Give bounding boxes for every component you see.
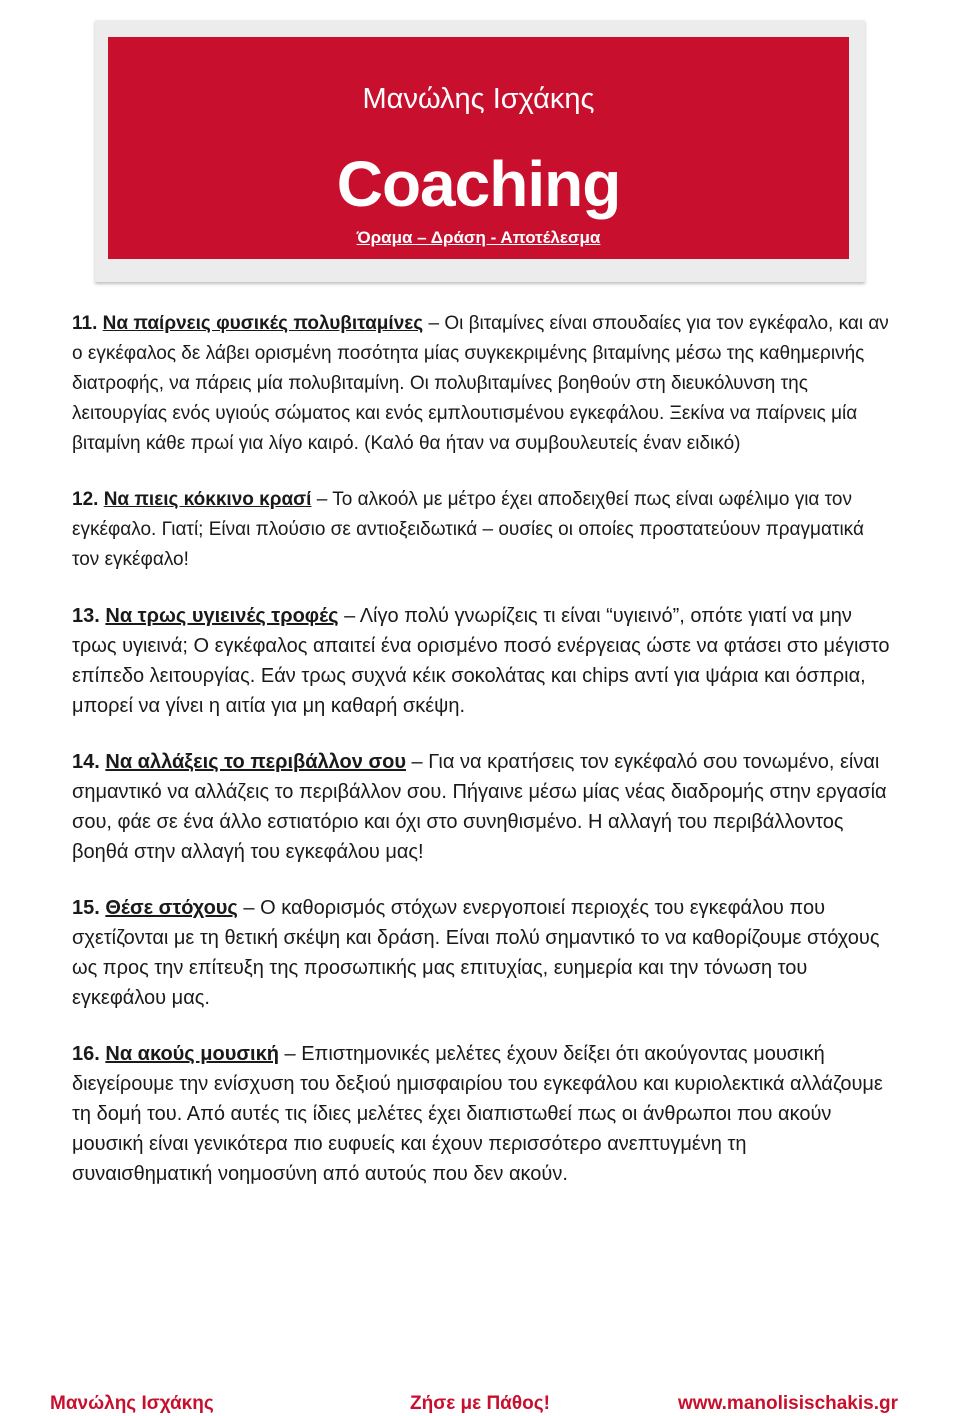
tip-15: 15. Θέσε στόχους – Ο καθορισμός στόχων ενεργοποιεί περιοχές του εγκεφάλου που σχετίζονται με τη θετική σκέψη και δράση. Είναι πολύ σημαντικό το να καθορίζουμε στόχους ως προς την επίτευξη της προσωπικής μας επιτυχίας, ευημερία και την τόνωση του εγκεφάλου μας. <box>72 897 880 1009</box>
tip-14: 14. Να αλλάξεις το περιβάλλον σου – Για να κρατήσεις τον εγκέφαλό σου τονωμένο, είναι σημαντικό να αλλάζεις το περιβάλλον σου. Πήγαινε μέσω μίας νέας διαδρομής στην εργασία σου, φάε σε ένα άλλο εστιατόριο και όχι στο συνηθισμένο. Η αλλαγή του περιβάλλοντος βοηθά στην αλλαγή του εγκεφάλου μας! <box>72 751 887 863</box>
tip-number: 16. <box>72 1043 100 1065</box>
header-banner <box>108 37 849 259</box>
tip-heading: Να τρως υγιεινές τροφές <box>105 605 339 627</box>
tip-text: Ο καθορισμός στόχων ενεργοποιεί περιοχές του εγκεφάλου που σχετίζονται με τη θετική σκέψη και δράση. Είναι πολύ σημαντικό το να καθορίζουμε στόχους ως προς την επίτευξη της προσωπικής μας επιτυχίας, ευημερία και την τόνωση του εγκεφάλου μας. <box>72 897 880 1009</box>
footer-slogan: Ζήσε με Πάθος! <box>410 1393 550 1414</box>
tip-16: 16. Να ακούς μουσική – Επιστημονικές μελέτες έχουν δείξει ότι ακούγοντας μουσική διεγείρουμε την ενίσχυση του δεξιού ημισφαιρίου του εγκεφάλου και κυριολεκτικά αλλάζουμε τη δομή του. Από αυτές τις ίδιες μελέτες έχει διαπιστωθεί πως οι άνθρωποι που ακούν μουσική είναι γενικότερα πιο ευφυείς και έχουν περισσότερο ανεπτυγμένη τη συναισθηματική νοημοσύνη από αυτούς που δεν ακούν. <box>72 1043 883 1185</box>
tip-number: 13. <box>72 605 100 627</box>
tip-heading: Να αλλάξεις το περιβάλλον σου <box>105 751 406 773</box>
tip-heading: Να ακούς μουσική <box>105 1043 279 1065</box>
tip-number: 14. <box>72 751 100 773</box>
tip-text: Για να κρατήσεις τον εγκέφαλό σου τονωμένο, είναι σημαντικό να αλλάζεις το περιβάλλον σου. Πήγαινε μέσω μίας νέας διαδρομής στην εργασία σου, φάε σε ένα άλλο εστιατόριο και όχι στο συνηθισμένο. Η αλλαγή του περιβάλλοντος βοηθά στην αλλαγή του εγκεφάλου μας! <box>72 751 887 863</box>
tip-text: Επιστημονικές μελέτες έχουν δείξει ότι ακούγοντας μουσική διεγείρουμε την ενίσχυση του δεξιού ημισφαιρίου του εγκεφάλου και κυριολεκτικά αλλάζουμε τη δομή του. Από αυτές τις ίδιες μελέτες έχει διαπιστωθεί πως οι άνθρωποι που ακούν μουσική είναι γενικότερα πιο ευφυείς και έχουν περισσότερο ανεπτυγμένη τη συναισθηματική νοημοσύνη από αυτούς που δεν ακούν. <box>72 1043 883 1185</box>
tip-text: Οι βιταμίνες είναι σπουδαίες για τον εγκέφαλο, και αν ο εγκέφαλος δε λάβει ορισμένη ποσότητα μίας συγκεκριμένης βιταμίνης μέσω της καθημερινής διατροφής, να πάρεις μία πολυβιταμίνη. Οι πολυβιταμίνες βοηθούν στη διευκόλυνση της λειτουργίας ενός υγιούς σώματος και ενός εμπλουτισμένου εγκεφάλου. Ξεκίνα να παίρνεις μία βιταμίνη κάθε πρωί για λίγο καιρό. (Καλό θα ήταν να συμβουλευτείς έναν ειδικό) <box>72 313 889 454</box>
footer-author: Μανώλης Ισχάκης <box>50 1393 214 1414</box>
tip-13: 13. Να τρως υγιεινές τροφές – Λίγο πολύ γνωρίζεις τι είναι “υγιεινό”, οπότε γιατί να μην τρως υγιεινά; Ο εγκέφαλος απαιτεί ένα ορισμένο ποσό ενέργειας ώστε να φτάσει στο μέγιστο επίπεδο λειτουργίας. Εάν τρως συχνά κέικ σοκολάτας και chips αντί για ψάρια και όσπρια, μπορεί να γίνει η αιτία για μη καθαρή σκέψη. <box>72 605 890 717</box>
tip-text: Το αλκοόλ με μέτρο έχει αποδειχθεί πως είναι ωφέλιμο για τον εγκέφαλο. Γιατί; Είναι πλούσιο σε αντιοξειδωτικά – ουσίες οι οποίες προστατεύουν πραγματικά τον εγκέφαλο! <box>72 489 864 570</box>
tip-heading: Να παίρνεις φυσικές πολυβιταμίνες <box>102 313 424 334</box>
tip-heading: Να πιεις κόκκινο κρασί <box>103 489 312 510</box>
tip-text: Λίγο πολύ γνωρίζεις τι είναι “υγιεινό”, οπότε γιατί να μην τρως υγιεινά; Ο εγκέφαλος απαιτεί ένα ορισμένο ποσό ενέργειας ώστε να φτάσει στο μέγιστο επίπεδο λειτουργίας. Εάν τρως συχνά κέικ σοκολάτας και chips αντί για ψάρια και όσπρια, μπορεί να γίνει η αιτία για μη καθαρή σκέψη. <box>72 605 890 717</box>
tip-number: 11. <box>72 313 98 334</box>
banner-motto: Όραμα – Δράση - Αποτέλεσμα <box>356 228 601 247</box>
header-banner-frame <box>95 20 865 282</box>
tip-number: 15. <box>72 897 100 919</box>
page-footer <box>50 1392 910 1416</box>
tip-heading: Θέσε στόχους <box>105 897 238 919</box>
article-body <box>72 309 892 1215</box>
banner-title: Coaching <box>336 148 621 220</box>
banner-author: Μανώλης Ισχάκης <box>362 83 595 115</box>
footer-website-link[interactable]: www.manolisischakis.gr <box>678 1393 898 1414</box>
tip-11: 11. Να παίρνεις φυσικές πολυβιταμίνες – Οι βιταμίνες είναι σπουδαίες για τον εγκέφαλο, και αν ο εγκέφαλος δε λάβει ορισμένη ποσότητα μίας συγκεκριμένης βιταμίνης μέσω της καθημερινής διατροφής, να πάρεις μία πολυβιταμίνη. Οι πολυβιταμίνες βοηθούν στη διευκόλυνση της λειτουργίας ενός υγιούς σώματος και ενός εμπλουτισμένου εγκεφάλου. Ξεκίνα να παίρνεις μία βιταμίνη κάθε πρωί για λίγο καιρό. (Καλό θα ήταν να συμβουλευτείς έναν ειδικό) <box>72 313 889 454</box>
tip-12: 12. Να πιεις κόκκινο κρασί – Το αλκοόλ με μέτρο έχει αποδειχθεί πως είναι ωφέλιμο για τον εγκέφαλο. Γιατί; Είναι πλούσιο σε αντιοξειδωτικά – ουσίες οι οποίες προστατεύουν πραγματικά τον εγκέφαλο! <box>72 489 864 570</box>
tip-number: 12. <box>72 489 99 510</box>
